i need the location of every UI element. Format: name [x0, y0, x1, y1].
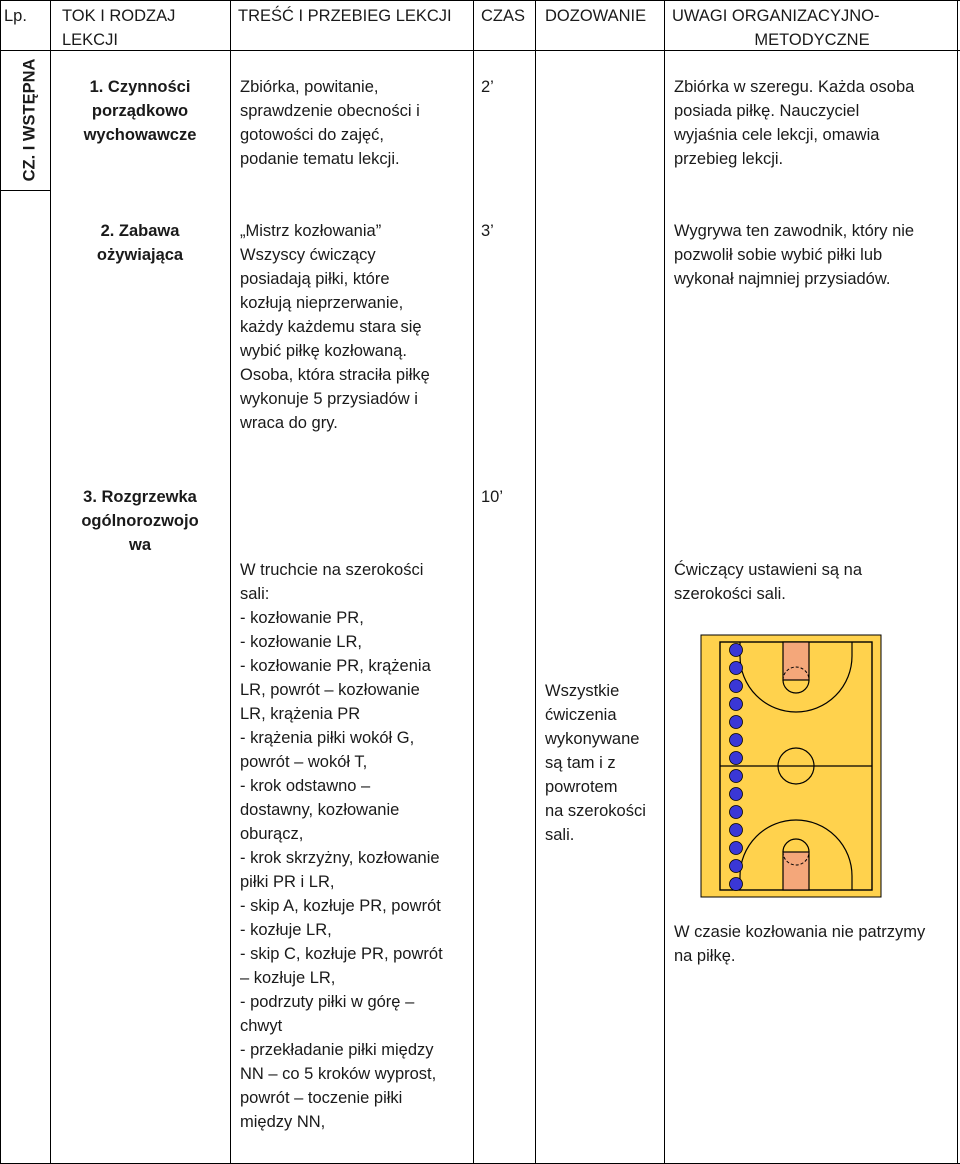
- row3-tresc-line: powrót – toczenie piłki: [240, 1089, 403, 1107]
- row3-tresc-line: - kozłowanie PR,: [240, 609, 364, 627]
- table-col-divider-5: [664, 0, 665, 1164]
- player-marker: [730, 644, 743, 657]
- row2-tresc-line: Wszyscy ćwiczący: [240, 246, 376, 264]
- row2-tresc-line: wraca do gry.: [240, 414, 338, 432]
- header-tok-line1: TOK I RODZAJ: [62, 7, 176, 25]
- row3-tresc-line: - skip A, kozłuje PR, powrót: [240, 897, 441, 915]
- row3-tresc-line: powrót – wokół T,: [240, 753, 368, 771]
- row3-tresc-line: dostawny, kozłowanie: [240, 801, 400, 819]
- header-dozowanie: DOZOWANIE: [545, 7, 647, 25]
- row3-tresc-line: - krok skrzyżny, kozłowanie: [240, 849, 440, 867]
- section-label: [18, 54, 42, 186]
- player-marker: [730, 662, 743, 675]
- row2-tresc-line: kozłują nieprzerwanie,: [240, 294, 404, 312]
- row1-uwagi-line: przebieg lekcji.: [674, 150, 784, 168]
- row3-tresc-line: - kozłowanie LR,: [240, 633, 362, 651]
- player-marker: [730, 734, 743, 747]
- table-col-divider-2: [230, 0, 231, 1164]
- player-marker: [730, 860, 743, 873]
- row3-dozowanie-line: wykonywane: [545, 730, 640, 748]
- row3-uwagi-top: [674, 558, 862, 606]
- player-marker: [730, 878, 743, 891]
- header-uwagi: [672, 4, 952, 52]
- row3-dozowanie-line: sali.: [545, 826, 575, 844]
- table-col-divider-4: [535, 0, 536, 1164]
- row2-tresc-line: wykonuje 5 przysiadów i: [240, 390, 418, 408]
- row1-tresc-line: sprawdzenie obecności i: [240, 102, 420, 120]
- player-marker: [730, 842, 743, 855]
- row1-tresc-line: Zbiórka, powitanie,: [240, 78, 379, 96]
- row3-tresc-line: - krok odstawno –: [240, 777, 371, 795]
- row3-tresc-line: sali:: [240, 585, 270, 603]
- row3-tresc-line: – kozłuje LR,: [240, 969, 336, 987]
- section-label-text: CZ. I WSTĘPNA: [20, 58, 39, 182]
- player-marker: [730, 806, 743, 819]
- row1-tok-line: porządkowo: [91, 102, 189, 120]
- row3-dozowanie-line: Wszystkie: [545, 682, 620, 700]
- player-marker: [730, 788, 743, 801]
- row3-tresc-line: - kozłuje LR,: [240, 921, 332, 939]
- row3-tok-line: 3. Rozgrzewka: [83, 488, 197, 506]
- table-border-right: [957, 0, 958, 1164]
- row3-uwagi-line: szerokości sali.: [674, 585, 786, 603]
- row2-tresc-line: posiadają piłki, które: [240, 270, 390, 288]
- row2-uwagi-line: pozwolił sobie wybić piłki lub: [674, 246, 883, 264]
- row1-tresc: [240, 75, 420, 171]
- row3-tresc-line: chwyt: [240, 1017, 283, 1035]
- row1-uwagi-line: wyjaśnia cele lekcji, omawia: [674, 126, 880, 144]
- header-tok-line2: LEKCJI: [62, 31, 118, 49]
- row2-tresc-line: każdy każdemu stara się: [240, 318, 422, 336]
- row2-uwagi: [674, 219, 914, 291]
- header-uwagi-line1: UWAGI ORGANIZACYJNO-: [672, 7, 880, 25]
- row2-czas: 3’: [481, 222, 494, 240]
- row1-tresc-line: podanie tematu lekcji.: [240, 150, 400, 168]
- row3-tok: [50, 485, 230, 557]
- player-marker: [730, 680, 743, 693]
- row3-dozowanie-line: ćwiczenia: [545, 706, 617, 724]
- row2-tresc-line: Osoba, która straciła piłkę: [240, 366, 430, 384]
- header-tresc: TREŚĆ I PRZEBIEG LEKCJI: [238, 7, 452, 25]
- header-czas: CZAS: [481, 7, 526, 25]
- row1-uwagi-line: Zbiórka w szeregu. Każda osoba: [674, 78, 915, 96]
- row3-tresc-line: - kozłowanie PR, krążenia: [240, 657, 431, 675]
- row1-tok-line: 1. Czynności: [89, 78, 191, 96]
- table-border-left: [0, 0, 1, 1164]
- row2-uwagi-line: Wygrywa ten zawodnik, który nie: [674, 222, 915, 240]
- row2-tresc-line: wybić piłkę kozłowaną.: [240, 342, 407, 360]
- row3-dozowanie-line: powrotem: [545, 778, 618, 796]
- row3-tresc: [240, 558, 443, 1134]
- row2-tok-line: ożywiająca: [96, 246, 184, 264]
- row2-tok: [50, 219, 230, 267]
- row3-tok-line: ogólnorozwojo: [81, 512, 199, 530]
- player-marker: [730, 770, 743, 783]
- row3-czas: 10’: [481, 488, 504, 506]
- section-divider: [0, 190, 51, 191]
- row2-tresc: [240, 219, 430, 435]
- row3-tresc-line: LR, powrót – kozłowanie: [240, 681, 420, 699]
- row3-uwagi-line: na piłkę.: [674, 947, 736, 965]
- row3-tresc-line: - przekładanie piłki między: [240, 1041, 434, 1059]
- row3-tresc-line: W truchcie na szerokości: [240, 561, 424, 579]
- row3-uwagi-bottom: [674, 920, 925, 968]
- row3-uwagi-line: W czasie kozłowania nie patrzymy: [674, 923, 926, 941]
- row3-tok-line: wa: [128, 536, 151, 554]
- row1-czas: 2’: [481, 78, 494, 96]
- row3-tresc-line: oburącz,: [240, 825, 304, 843]
- basketball-court-diagram: [700, 634, 882, 898]
- header-uwagi-line2: METODYCZNE: [754, 31, 870, 49]
- row3-tresc-line: NN – co 5 kroków wyprost,: [240, 1065, 437, 1083]
- row3-uwagi-line: Ćwiczący ustawieni są na: [674, 561, 862, 579]
- basketball-court-svg: [700, 634, 882, 898]
- row3-tresc-line: LR, krążenia PR: [240, 705, 361, 723]
- row1-tresc-line: gotowości do zajęć,: [240, 126, 384, 144]
- court-key-top: [783, 642, 809, 680]
- player-marker: [730, 752, 743, 765]
- row3-tresc-line: - krążenia piłki wokół G,: [240, 729, 415, 747]
- row3-tresc-line: piłki PR i LR,: [240, 873, 335, 891]
- row2-tok-line: 2. Zabawa: [100, 222, 180, 240]
- row1-tok-line: wychowawcze: [83, 126, 197, 144]
- row3-dozowanie: [545, 679, 646, 847]
- row3-tresc-line: - skip C, kozłuje PR, powrót: [240, 945, 443, 963]
- court-key-bottom: [783, 852, 809, 890]
- row1-uwagi: [674, 75, 914, 171]
- player-marker: [730, 716, 743, 729]
- row3-dozowanie-line: są tam i z: [545, 754, 616, 772]
- table-col-divider-3: [473, 0, 474, 1164]
- row1-tok: [50, 75, 230, 147]
- table-border-top: [0, 0, 960, 1]
- row3-dozowanie-line: na szerokości: [545, 802, 646, 820]
- header-lp: Lp.: [4, 7, 27, 25]
- row3-tresc-line: - podrzuty piłki w górę –: [240, 993, 415, 1011]
- player-marker: [730, 824, 743, 837]
- row3-tresc-line: między NN,: [240, 1113, 326, 1131]
- header-tok: [50, 4, 192, 52]
- player-marker: [730, 698, 743, 711]
- row1-uwagi-line: posiada piłkę. Nauczyciel: [674, 102, 860, 120]
- row2-tresc-line: „Mistrz kozłowania”: [240, 222, 382, 240]
- row2-uwagi-line: wykonał najmniej przysiadów.: [674, 270, 891, 288]
- table-col-divider-1: [50, 0, 51, 1164]
